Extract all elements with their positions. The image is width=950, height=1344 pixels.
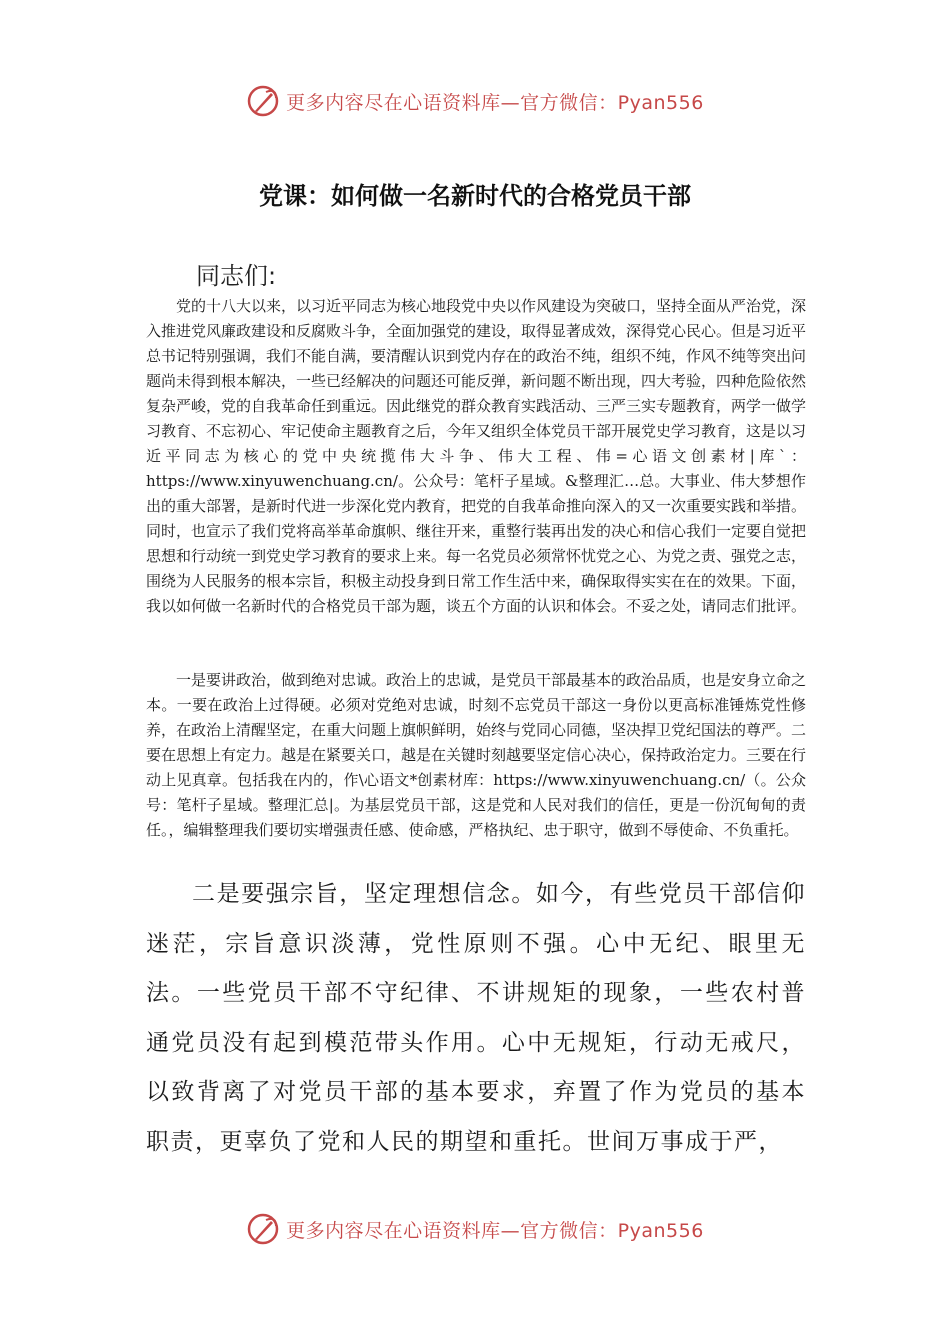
banner-text: 更多内容尽在心语资料库—官方微信：Pyan556: [286, 1219, 704, 1242]
paragraph-point-one: 一是要讲政治，做到绝对忠诚。政治上的忠诚，是党员干部最基本的政治品质，也是安身立命之本。一要在政治上过得硬。必须对党绝对忠诚，时刻不忘党员干部这一身份以更高标准锤炼党性修养，在政治上清醒坚定，在重大问题上旗帜鲜明，始终与党同心同德，坚决捍卫党纪国法的尊严。二要在思想上有定力。越是在紧要关口，越是在关键时刻越要坚定信心决心，保持政治定力。三要在行动上见真章。包括我在内的，作\心语文*创素材库：https://www.xinyuwenchuang.cn/（。公众号：笔杆子星域。整理汇总|。为基层党员干部，这是党和人民对我们的信任，更是一份沉甸甸的责任。，编辑整理我们要切实增强责任感、使命感，严格执纪、忠于职守，做到不辱使命、不负重托。: [146, 671, 807, 839]
footer-banner: [0, 1212, 950, 1246]
greeting: 同志们:: [196, 262, 277, 290]
paragraph-point-two: 二是要强宗旨，坚定理想信念。如今，有些党员干部信仰迷茫，宗旨意识淡薄，党性原则不强。心中无纪、眼里无法。一些党员干部不守纪律、不讲规矩的现象，一些农村普通党员没有起到模范带头作用。心中无规矩，行动无戒尺，以致背离了对党员干部的基本要求，弃置了作为党员的基本职责，更辜负了党和人民的期望和重托。世间万事成于严，: [146, 881, 806, 1155]
paragraph-intro: 党的十八大以来，以习近平同志为核心地段党中央以作风建设为突破口，坚持全面从严治党，深入推进党风廉政建设和反腐败斗争，全面加强党的建设，取得显著成效，深得党心民心。但是习近平总书记特别强调，我们不能自满，要清醒认识到党内存在的政治不纯，组织不纯，作风不纯等突出问题尚未得到根本解决，一些已经解决的问题还可能反弹，新问题不断出现，四大考验，四种危险依然复杂严峻，党的自我革命任到重远。因此继党的群众教育实践活动、三严三实专题教育，两学一做学习教育、不忘初心、牢记使命主题教育之后，今年又组织全体党员干部开展党史学习教育，这是以习近平同志为核心的党中央统揽伟大斗争、伟大工程、伟=心语文创素材|库`：https://www.xinyuwenchuang.cn/。公众号：笔杆子星域。&整理汇…总。大事业、伟大梦想作出的重大部署，是新时代进一步深化党内教育，把党的自我革命推向深入的又一次重要实践和举措。同时，也宣示了我们党将高举革命旗帜、继往开来，重整行装再出发的决心和信心我们一定要自觉把思想和行动统一到党史学习教育的要求上来。每一名党员必须常怀忧党之心、为党之责、强党之志，围绕为人民服务的根本宗旨，积极主动投身到日常工作生活中来，确保取得实实在在的效果。下面，我以如何做一名新时代的合格党员干部为题，谈五个方面的认识和体会。不妥之处，请同志们批评。: [146, 297, 807, 615]
banner-text: 更多内容尽在心语资料库—官方微信：Pyan556: [286, 91, 704, 114]
quill-logo-icon: [246, 1212, 280, 1246]
document-title: 党课：如何做一名新时代的合格党员干部: [259, 182, 691, 210]
header-banner: [0, 84, 950, 118]
quill-logo-icon: [246, 84, 280, 118]
